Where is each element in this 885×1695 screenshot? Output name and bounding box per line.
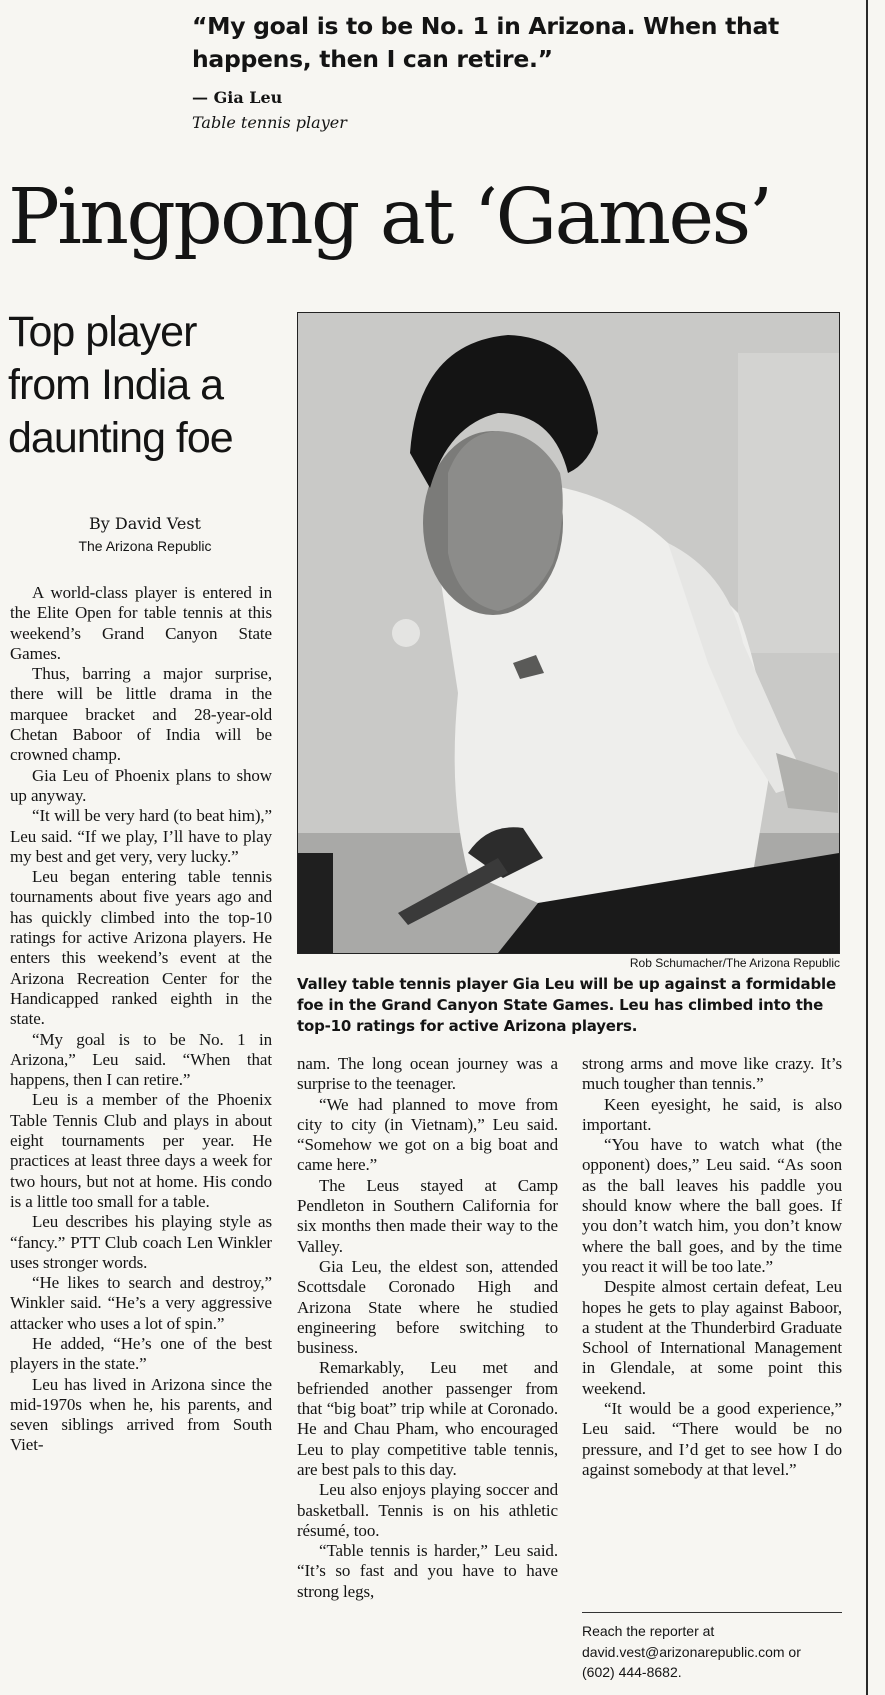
paragraph: nam. The long ocean journey was a surprise to the teenager. <box>297 1054 558 1094</box>
contact-line: Reach the reporter at <box>582 1623 715 1639</box>
paragraph: Leu describes his playing style as “fancy.” PTT Club coach Len Winkler uses stronger words. <box>10 1212 272 1272</box>
byline: By David Vest <box>89 514 201 533</box>
subheadline: Top player from India a daunting foe <box>8 308 233 462</box>
paragraph: Thus, barring a major surprise, there will be little drama in the marquee bracket and 28-year-old Chetan Baboor of India will be crowned champ. <box>10 664 272 765</box>
contact-divider <box>582 1612 842 1613</box>
pull-quote: “My goal is to be No. 1 in Arizona. When that happens, then I can retire.” <box>192 12 779 73</box>
reporter-email: david.vest@arizonarepublic.com or <box>582 1643 801 1660</box>
paragraph: He added, “He’s one of the best players in the state.” <box>10 1333 272 1374</box>
paragraph: “It will be very hard (to beat him),” Leu said. “If we play, I’ll have to play my best and get very, very lucky.” <box>10 806 272 866</box>
headline: Pingpong at ‘Games’ <box>8 173 771 262</box>
paragraph: Keen eyesight, he said, is also important. <box>582 1094 842 1134</box>
player-photo-illustration <box>298 313 839 953</box>
article-column-1 <box>10 583 272 1456</box>
photo-caption: Valley table tennis player Gia Leu will be up against a formidable foe in the Grand Canyon State Games. Leu has climbed into the top-10 ratings for active Arizona players. <box>297 975 836 1035</box>
article-column-3 <box>582 1054 842 1480</box>
paragraph: Leu also enjoys playing soccer and basketball. Tennis is on his athletic résumé, too. <box>297 1480 558 1540</box>
paragraph: Remarkably, Leu met and befriended another passenger from that “big boat” trip while at Coronado. He and Chau Pham, who encouraged Leu to play competitive table tennis, are best pals to this day. <box>297 1358 558 1479</box>
paragraph: “He likes to search and destroy,” Winkler said. “He’s a very aggressive attacker who uses a lot of spin.” <box>10 1273 272 1333</box>
publication-name: The Arizona Republic <box>78 538 212 554</box>
paragraph: A world-class player is entered in the Elite Open for table tennis at this weekend’s Grand Canyon State Games. <box>10 583 272 663</box>
pull-quote-attribution: — Gia Leu <box>192 88 283 107</box>
paragraph: Despite almost certain defeat, Leu hopes he gets to play against Baboor, a student at the Thunderbird Graduate School of International Management in Glendale, at some point this weekend. <box>582 1277 842 1398</box>
news-photo <box>297 312 840 954</box>
paragraph: “Table tennis is harder,” Leu said. “It’s so fast and you have to have strong legs, <box>297 1541 558 1601</box>
paragraph: Gia Leu of Phoenix plans to show up anyway. <box>10 765 272 805</box>
paragraph: “My goal is to be No. 1 in Arizona,” Leu said. “When that happens, then I can retire.” <box>10 1029 272 1090</box>
photo-credit: Rob Schumacher/The Arizona Republic <box>629 956 840 970</box>
pull-quote-role: Table tennis player <box>192 113 347 132</box>
paragraph: Leu is a member of the Phoenix Table Tennis Club and plays in about eight tournaments per year. He practices at least three days a week for two hours, but not at home. His condo is a little too small for a table. <box>10 1090 272 1211</box>
paragraph: Leu began entering table tennis tournaments about five years ago and has quickly climbed into the top-10 ratings for active Arizona players. He enters this weekend’s event at the Arizona Recreation Center for the Handicapped ranked eighth in the state. <box>10 867 272 1029</box>
paragraph: Gia Leu, the eldest son, attended Scottsdale Coronado High and Arizona State where he studied engineering before switching to business. <box>297 1256 558 1358</box>
paragraph: “You have to watch what (the opponent) does,” Leu said. “As soon as the ball leaves his paddle you should know where the ball goes. If you don’t watch him, you don’t know where the ball goes, and by the time you react it will be too late.” <box>582 1135 842 1276</box>
paragraph: “We had planned to move from city to city (in Vietnam),” Leu said. “Somehow we got on a big boat and came here.” <box>297 1094 558 1175</box>
article-column-2 <box>297 1054 558 1602</box>
paragraph: The Leus stayed at Camp Pendleton in Southern California for six months then made their way to the Valley. <box>297 1175 558 1256</box>
paragraph: Leu has lived in Arizona since the mid-1970s when he, his parents, and seven siblings arrived from South Viet- <box>10 1374 272 1455</box>
paragraph: “It would be a good experience,” Leu said. “There would be no pressure, and I’d get to see how I do against somebody at that level.” <box>582 1399 842 1479</box>
reporter-contact <box>582 1621 852 1683</box>
paragraph: strong arms and move like crazy. It’s much tougher than tennis.” <box>582 1054 842 1094</box>
reporter-phone: (602) 444-8682. <box>582 1664 682 1680</box>
